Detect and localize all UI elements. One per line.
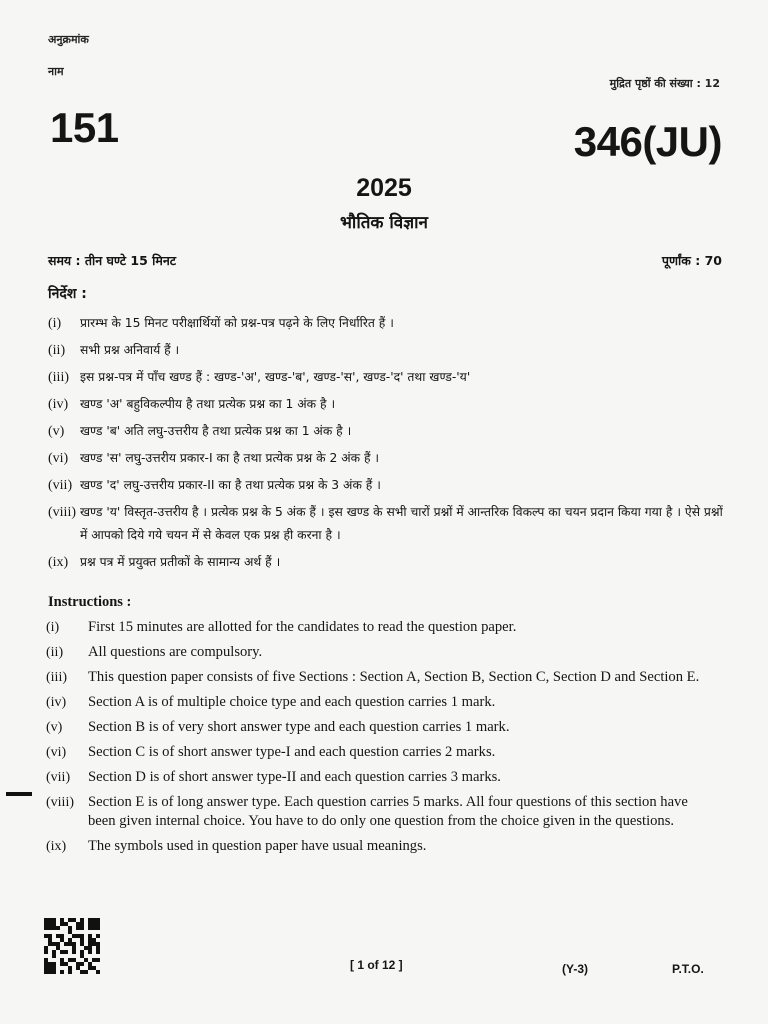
english-instructions-heading: Instructions : [48,594,132,610]
name-label: नाम [48,65,64,78]
list-item [48,312,728,335]
qr-code-icon [44,918,100,974]
item-number: (i) [48,316,62,331]
time-allowed: समय : तीन घण्टे 15 मिनट [48,253,177,268]
list-item [46,743,712,762]
item-text: इस प्रश्न-पत्र में पाँच खण्ड हैं : खण्ड-'अ', खण्ड-'ब', खण्ड-'स', खण्ड-'द' तथा खण्ड-'य' [80,370,471,384]
item-text: All questions are compulsory. [88,644,263,660]
list-item [46,837,712,856]
item-number: (v) [48,424,65,439]
item-text: खण्ड 'ब' अति लघु-उत्तरीय है तथा प्रत्येक प्रश्न का 1 अंक है । [80,424,352,438]
list-item [48,501,728,547]
list-item [48,366,728,389]
list-item [46,693,712,712]
item-text: प्रारम्भ के 15 मिनट परीक्षार्थियों को प्रश्न-पत्र पढ़ने के लिए निर्धारित हैं । [80,316,394,330]
item-number: (iii) [48,370,69,385]
hindi-instructions-list [48,312,728,578]
list-item [46,668,712,687]
paper-code: 346(JU) [573,118,722,165]
subject-title: भौतिक विज्ञान [339,213,428,233]
exam-year: 2025 [356,174,412,202]
roll-number-label: अनुक्रमांक [48,33,89,46]
item-text: Section B is of very short answer type and each question carries 1 mark. [88,719,510,735]
item-text: खण्ड 'य' विस्तृत-उत्तरीय है । प्रत्येक प्रश्न के 5 अंक हैं । इस खण्ड के सभी चारों प्रश्नों में आन्तरिक विकल्प का चयन प्रदान किया गया है । ऐसे प्रश्नों में आपको दिये गये चयन में से केवल एक प्रश्न ही करना है । [80,505,723,542]
item-text: Section E is of long answer type. Each question carries 5 marks. All four questions of this section have been given internal choice. You have to do only one question from the choice given in the questions. [88,794,688,829]
list-item [48,393,728,416]
maximum-marks: पूर्णांक : 70 [661,253,722,268]
page-indicator: [ 1 of 12 ] [350,958,403,972]
item-number: (iii) [46,670,67,685]
list-item [48,447,728,470]
item-text: This question paper consists of five Sections : Section A, Section B, Section C, Section D and Section E. [88,669,700,685]
list-item [46,793,712,831]
item-number: (ii) [48,343,66,358]
item-text: Section C is of short answer type-I and each question carries 2 marks. [88,744,496,760]
item-text: Section A is of multiple choice type and each question carries 1 mark. [88,694,496,710]
item-number: (ix) [46,839,67,854]
list-item [46,718,712,737]
list-item [48,339,728,362]
series-code: (Y-3) [562,962,589,976]
list-item [48,474,728,497]
paper-number: 151 [50,104,119,151]
item-number: (viii) [48,505,76,520]
item-text: The symbols used in question paper have usual meanings. [88,838,427,854]
list-item [46,618,712,637]
item-text: सभी प्रश्न अनिवार्य हैं । [80,343,180,357]
item-number: (vi) [48,451,69,466]
list-item [48,551,728,574]
item-number: (i) [46,620,60,635]
item-number: (ix) [48,555,69,570]
item-text: Section D is of short answer type-II and each question carries 3 marks. [88,769,501,785]
please-turn-over: P.T.O. [672,962,704,976]
english-instructions-list [46,618,712,862]
item-number: (vi) [46,745,67,760]
item-text: प्रश्न पत्र में प्रयुक्त प्रतीकों के सामान्य अर्थ हैं । [80,555,281,569]
item-number: (iv) [46,695,67,710]
item-text: खण्ड 'द' लघु-उत्तरीय प्रकार-II का है तथा प्रत्येक प्रश्न के 3 अंक हैं । [80,478,381,492]
item-number: (viii) [46,795,74,810]
list-item [46,643,712,662]
item-number: (vii) [46,770,71,785]
printed-pages-count: मुद्रित पृष्ठों की संख्या : 12 [609,77,720,90]
item-number: (v) [46,720,63,735]
item-text: खण्ड 'स' लघु-उत्तरीय प्रकार-I का है तथा प्रत्येक प्रश्न के 2 अंक हैं । [80,451,380,465]
margin-marker [6,792,32,796]
hindi-instructions-heading: निर्देश : [48,286,87,302]
list-item [48,420,728,443]
item-number: (iv) [48,397,69,412]
list-item [46,768,712,787]
item-number: (ii) [46,645,64,660]
item-text: First 15 minutes are allotted for the candidates to read the question paper. [88,619,517,635]
item-text: खण्ड 'अ' बहुविकल्पीय है तथा प्रत्येक प्रश्न का 1 अंक है । [80,397,336,411]
item-number: (vii) [48,478,73,493]
